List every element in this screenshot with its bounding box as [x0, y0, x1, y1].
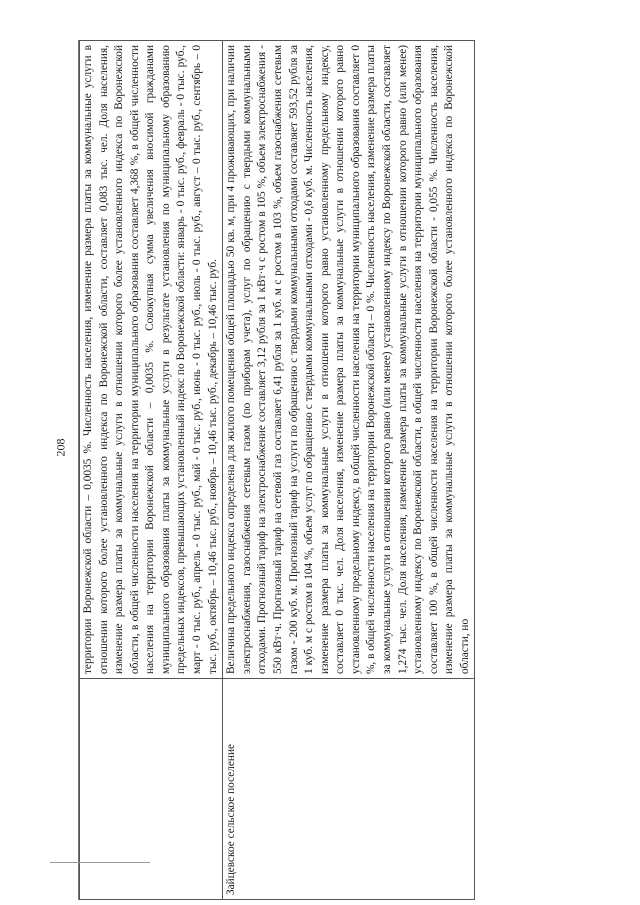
rotated-table-wrapper: [79, 40, 599, 900]
index-description-cell: территории Воронежской области – 0,0035 %. Численность населения, изменение размера платы за коммунальные услуги в отношении которого более установленного индекса по Воронежской области, составляет 0,083 тыс. чел. Доля населения, изменение размера платы за коммунальные услуги в отношении которого более установленного индекса по Воронежской области, в общей численности населения на территории муниципального образования составляет 4,368 %, в общей численности населения на территории Воронежской области – 0,0035 %. Совокупная сумма увеличения вносимой гражданами муниципального образования платы за коммунальные услуги в результате установления по муниципальному образованию предельных индексов, превышающих установленный индекс по Воронежской области: январь - 0 тыс. руб., февраль - 0 тыс. руб., март - 0 тыс. руб., апрель - 0 тыс. руб., май - 0 тыс. руб., июнь - 0 тыс. руб., июль - 0 тыс. руб., август – 0 тыс. руб., сентябрь – 0 тыс. руб., октябрь – 10,46 тыс. руб., ноябрь – 10,46 тыс. руб., декабрь – 10,46 тыс. руб.: [80, 41, 223, 679]
index-description-cell: Величина предельного индекса определена для жилого помещения общей площадью 50 кв. м, при 4 проживающих, при наличии электроснабжения, газоснабжения сетевым газом (по приборам учета), услуг по обращению с твердыми коммунальными отходами. Прогнозный тариф на электроснабжение составляет 3,12 рубля за 1 кВт·ч с ростом в 105 %, объем электроснабжения - 550 кВт·ч. Прогнозный тариф на сетевой газ составляет 6,41 рубля за 1 куб. м с ростом в 103 %, объем газоснабжения сетевым газом - 200 куб. м. Прогнозный тариф на услуги по обращению с твердыми коммунальными отходами составляет 593,52 рубля за 1 куб. м с ростом в 104 %, объем услуг по обращению с твердыми коммунальными отходами - 0,6 куб. м. Численность населения, изменение размера платы за коммунальные услуги в отношении которого равно установленному предельному индексу, составляет 0 тыс. чел. Доля населения, изменение размера платы за коммунальные услуги в отношении которого равно установленному предельному индексу, в общей численности населения на территории муниципального образования составляет 0 %, в общей численности населения на территории Воронежской области – 0 %. Численность населения, изменение размера платы за коммунальные услуги в отношении которого равно (или менее) установленному индексу по Воронежской области, составляет 1,274 тыс. чел. Доля населения, изменение размера платы за коммунальные услуги в отношении которого равно (или менее) установленному индексу по Воронежской области, в общей численности населения на территории муниципального образования составляет 100 %, в общей численности населения на территории Воронежской области - 0,055 %. Численность населения, изменение размера платы за коммунальные услуги в отношении которого более установленного индекса по Воронежской области, но: [223, 41, 475, 679]
page-number: 208: [53, 438, 68, 457]
table-row: [80, 41, 223, 900]
footer-rule: [50, 862, 150, 863]
table-row: [223, 41, 475, 900]
index-table: [79, 40, 475, 900]
page-content: [78, 40, 599, 900]
municipality-name-cell: Зайцевское сельское поселение: [223, 679, 475, 900]
municipality-name-cell: [80, 679, 223, 900]
